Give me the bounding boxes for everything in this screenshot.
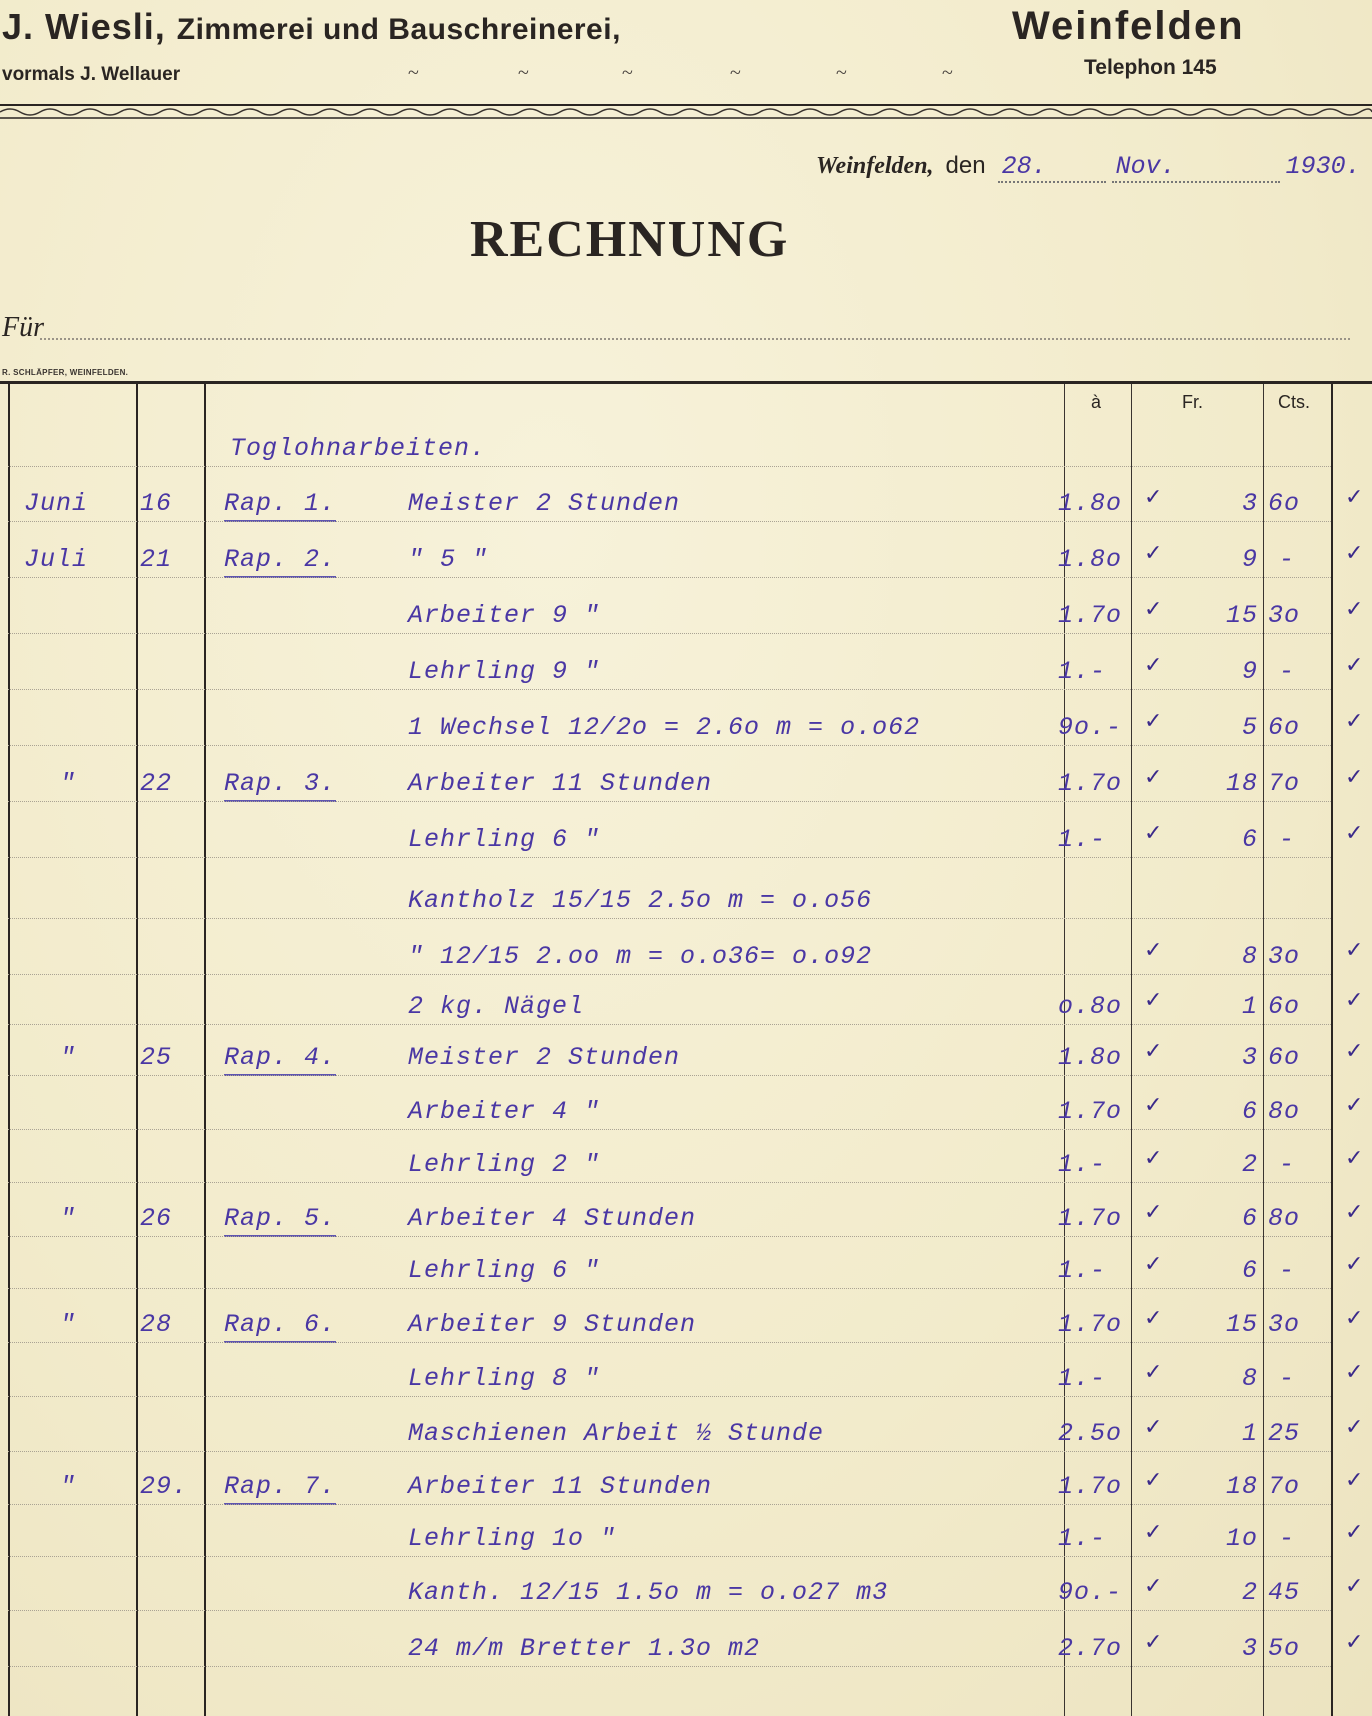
- row-centimes: -: [1279, 825, 1296, 854]
- row-description: Meister 2 Stunden: [408, 489, 681, 518]
- table-row: [0, 1198, 1364, 1248]
- row-report: Rap. 6.: [224, 1310, 336, 1343]
- tilde-ornament: ~: [622, 62, 633, 84]
- row-rule: [8, 689, 1331, 690]
- row-rate: 1.-: [1058, 825, 1107, 854]
- row-rate: 1.7o: [1058, 601, 1123, 630]
- row-day: 21: [140, 545, 173, 574]
- row-description: Lehrling 1o ": [408, 1524, 617, 1553]
- checkmark-icon: ✓: [1345, 1039, 1364, 1064]
- table-row: [0, 1144, 1364, 1194]
- firm-name: J. Wiesli, Zimmerei und Bauschreinerei,: [2, 6, 621, 47]
- checkmark-icon: ✓: [1345, 709, 1364, 734]
- checkmark-icon: ✓: [1345, 988, 1364, 1013]
- checkmark-icon: ✓: [1144, 938, 1163, 963]
- recipient-line: [40, 338, 1350, 340]
- row-description: Lehrling 9 ": [408, 657, 601, 686]
- row-rate: 1.-: [1058, 1364, 1107, 1393]
- checkmark-icon: ✓: [1345, 485, 1364, 510]
- checkmark-icon: ✓: [1144, 1093, 1163, 1118]
- row-rule: [8, 1024, 1331, 1025]
- row-description: Arbeiter 4 Stunden: [408, 1204, 697, 1233]
- row-francs: 15: [1225, 1310, 1258, 1339]
- row-rate: 1.-: [1058, 657, 1107, 686]
- tilde-ornament: ~: [518, 62, 529, 84]
- row-centimes: 7o: [1268, 769, 1301, 798]
- table-row: [0, 707, 1364, 757]
- row-centimes: 6o: [1268, 713, 1301, 742]
- table-row: [0, 1466, 1364, 1516]
- recipient-label: Für: [2, 312, 44, 343]
- former-owner: vormals J. Wellauer: [2, 64, 181, 85]
- row-francs: 1o: [1225, 1524, 1258, 1553]
- row-description: Arbeiter 9 ": [408, 601, 601, 630]
- table-row: [0, 595, 1364, 645]
- checkmark-icon: ✓: [1144, 709, 1163, 734]
- row-francs: 15: [1225, 601, 1258, 630]
- row-month: ": [60, 769, 77, 798]
- date-day: 28.: [998, 152, 1106, 183]
- row-rule: [8, 1288, 1331, 1289]
- row-centimes: -: [1279, 1364, 1296, 1393]
- row-rule: [8, 1236, 1331, 1237]
- row-rate: 1.-: [1058, 1150, 1107, 1179]
- checkmark-icon: ✓: [1345, 1306, 1364, 1331]
- row-rule: [8, 745, 1331, 746]
- row-description: Lehrling 2 ": [408, 1150, 601, 1179]
- row-description: Arbeiter 11 Stunden: [408, 769, 713, 798]
- row-description: Lehrling 6 ": [408, 1256, 601, 1285]
- row-centimes: 3o: [1268, 1310, 1301, 1339]
- checkmark-icon: ✓: [1345, 1146, 1364, 1171]
- row-report: Rap. 2.: [224, 545, 336, 578]
- row-centimes: 5o: [1268, 1634, 1301, 1663]
- row-description: " 5 ": [408, 545, 489, 574]
- checkmark-icon: ✓: [1144, 1360, 1163, 1385]
- row-centimes: -: [1279, 545, 1296, 574]
- row-centimes: -: [1279, 1524, 1296, 1553]
- row-description: Kanth. 12/15 1.5o m = o.o27 m3: [408, 1578, 889, 1607]
- row-francs: 2: [1241, 1150, 1258, 1179]
- row-francs: 3: [1241, 489, 1258, 518]
- checkmark-icon: ✓: [1345, 1415, 1364, 1440]
- table-row: [0, 651, 1364, 701]
- checkmark-icon: ✓: [1345, 1093, 1364, 1118]
- date-line: [816, 152, 1361, 183]
- row-month: Juli: [24, 545, 89, 574]
- row-francs: 18: [1225, 1472, 1258, 1501]
- document-title: RECHNUNG: [470, 211, 790, 268]
- row-francs: 6: [1241, 1204, 1258, 1233]
- row-day: 29.: [140, 1472, 189, 1501]
- column-header-fr: Fr.: [1182, 392, 1203, 412]
- row-rate: 9o.-: [1058, 713, 1123, 742]
- row-francs: 6: [1241, 825, 1258, 854]
- row-centimes: 45: [1268, 1578, 1301, 1607]
- row-day: 16: [140, 489, 173, 518]
- row-rule: [8, 974, 1331, 975]
- table-row: [0, 1572, 1364, 1622]
- row-report: Rap. 3.: [224, 769, 336, 802]
- row-rule: [8, 1342, 1331, 1343]
- date-month: Nov.: [1112, 152, 1280, 183]
- row-report: Rap. 4.: [224, 1043, 336, 1076]
- checkmark-icon: ✓: [1345, 1630, 1364, 1655]
- row-description: Lehrling 6 ": [408, 825, 601, 854]
- table-row: [0, 1037, 1364, 1087]
- row-centimes: 3o: [1268, 942, 1301, 971]
- row-rule: [8, 466, 1331, 467]
- row-centimes: 8o: [1268, 1097, 1301, 1126]
- row-month: ": [60, 1204, 77, 1233]
- row-description: Arbeiter 11 Stunden: [408, 1472, 713, 1501]
- table-row: [0, 986, 1364, 1036]
- row-rate: 2.7o: [1058, 1634, 1123, 1663]
- row-rule: [8, 1610, 1331, 1611]
- row-rule: [8, 857, 1331, 858]
- tilde-ornament: ~: [836, 62, 847, 84]
- row-francs: 8: [1241, 942, 1258, 971]
- row-day: 28: [140, 1310, 173, 1339]
- checkmark-icon: ✓: [1144, 1630, 1163, 1655]
- table-row: [0, 880, 1340, 930]
- row-centimes: -: [1279, 657, 1296, 686]
- checkmark-icon: ✓: [1144, 653, 1163, 678]
- row-francs: 6: [1241, 1097, 1258, 1126]
- tilde-ornament: ~: [408, 62, 419, 84]
- row-rate: 1.7o: [1058, 1097, 1123, 1126]
- row-francs: 9: [1241, 657, 1258, 686]
- checkmark-icon: ✓: [1345, 597, 1364, 622]
- checkmark-icon: ✓: [1144, 988, 1163, 1013]
- tilde-ornament: ~: [942, 62, 953, 84]
- row-rate: 1.7o: [1058, 1472, 1123, 1501]
- checkmark-icon: ✓: [1144, 1200, 1163, 1225]
- row-francs: 18: [1225, 769, 1258, 798]
- row-francs: 3: [1241, 1043, 1258, 1072]
- checkmark-icon: ✓: [1345, 1574, 1364, 1599]
- checkmark-icon: ✓: [1144, 541, 1163, 566]
- table-row: [0, 1250, 1364, 1300]
- row-centimes: 3o: [1268, 601, 1301, 630]
- ornamental-rule: [0, 102, 1372, 120]
- row-month: Juni: [24, 489, 89, 518]
- checkmark-icon: ✓: [1144, 1146, 1163, 1171]
- row-centimes: -: [1279, 1150, 1296, 1179]
- checkmark-icon: ✓: [1144, 597, 1163, 622]
- row-rule: [8, 1182, 1331, 1183]
- row-rule: [8, 577, 1331, 578]
- row-rate: 1.-: [1058, 1256, 1107, 1285]
- checkmark-icon: ✓: [1345, 653, 1364, 678]
- checkmark-icon: ✓: [1144, 1520, 1163, 1545]
- checkmark-icon: ✓: [1144, 1468, 1163, 1493]
- row-rate: 1.7o: [1058, 1204, 1123, 1233]
- row-month: ": [60, 1043, 77, 1072]
- row-centimes: 6o: [1268, 489, 1301, 518]
- row-francs: 2: [1241, 1578, 1258, 1607]
- table-row: [0, 1628, 1364, 1678]
- checkmark-icon: ✓: [1345, 1520, 1364, 1545]
- tilde-ornament: ~: [730, 62, 741, 84]
- checkmark-icon: ✓: [1345, 541, 1364, 566]
- row-rate: 2.5o: [1058, 1419, 1123, 1448]
- row-rule: [8, 1396, 1331, 1397]
- printer-imprint: R. SCHLÄPFER, WEINFELDEN.: [2, 368, 129, 377]
- row-centimes: 6o: [1268, 1043, 1301, 1072]
- checkmark-icon: ✓: [1144, 1574, 1163, 1599]
- checkmark-icon: ✓: [1345, 1468, 1364, 1493]
- date-den: den: [945, 152, 986, 179]
- row-rule: [8, 1075, 1331, 1076]
- column-header-rate: à: [1091, 392, 1102, 412]
- checkmark-icon: ✓: [1345, 1252, 1364, 1277]
- row-report: Rap. 1.: [224, 489, 336, 522]
- row-centimes: -: [1279, 1256, 1296, 1285]
- row-description: Maschienen Arbeit ½ Stunde: [408, 1419, 825, 1448]
- row-francs: 8: [1241, 1364, 1258, 1393]
- table-row: [0, 483, 1364, 533]
- checkmark-icon: ✓: [1144, 1306, 1163, 1331]
- table-row: [0, 539, 1364, 589]
- table-row: [0, 1518, 1364, 1568]
- row-francs: 3: [1241, 1634, 1258, 1663]
- row-report: Rap. 7.: [224, 1472, 336, 1505]
- date-place: Weinfelden,: [816, 153, 934, 179]
- table-row: [0, 1358, 1364, 1408]
- row-description: Lehrling 8 ": [408, 1364, 601, 1393]
- row-rate: 1.8o: [1058, 1043, 1123, 1072]
- row-description: " 12/15 2.oo m = o.o36= o.o92: [408, 942, 873, 971]
- row-centimes: 25: [1268, 1419, 1301, 1448]
- date-year: 1930.: [1285, 152, 1361, 181]
- row-francs: 9: [1241, 545, 1258, 574]
- table-row: [0, 1091, 1364, 1141]
- row-rate: 1.7o: [1058, 769, 1123, 798]
- row-description: Arbeiter 9 Stunden: [408, 1310, 697, 1339]
- row-rate: 1.8o: [1058, 489, 1123, 518]
- row-francs: 5: [1241, 713, 1258, 742]
- row-francs: 1: [1241, 992, 1258, 1021]
- table-row: [0, 1413, 1364, 1463]
- checkmark-icon: ✓: [1345, 1360, 1364, 1385]
- row-rule: [8, 1666, 1331, 1667]
- row-description: 2 kg. Nägel: [408, 992, 585, 1021]
- table-row: [0, 763, 1364, 813]
- checkmark-icon: ✓: [1144, 1039, 1163, 1064]
- row-description: Toglohnarbeiten.: [230, 434, 487, 463]
- row-centimes: 7o: [1268, 1472, 1301, 1501]
- row-rule: [8, 1129, 1331, 1130]
- row-rule: [8, 1451, 1331, 1452]
- row-description: Arbeiter 4 ": [408, 1097, 601, 1126]
- row-rate: 1.8o: [1058, 545, 1123, 574]
- row-rule: [8, 521, 1331, 522]
- checkmark-icon: ✓: [1144, 821, 1163, 846]
- row-rule: [8, 1504, 1331, 1505]
- row-centimes: 8o: [1268, 1204, 1301, 1233]
- row-month: ": [60, 1310, 77, 1339]
- checkmark-icon: ✓: [1345, 821, 1364, 846]
- row-day: 22: [140, 769, 173, 798]
- firm-city: Weinfelden: [1012, 4, 1245, 48]
- row-description: 1 Wechsel 12/2o = 2.6o m = o.o62: [408, 713, 921, 742]
- row-description: Meister 2 Stunden: [408, 1043, 681, 1072]
- row-francs: 6: [1241, 1256, 1258, 1285]
- table-row: [0, 936, 1364, 986]
- checkmark-icon: ✓: [1144, 485, 1163, 510]
- row-month: ": [60, 1472, 77, 1501]
- row-centimes: 6o: [1268, 992, 1301, 1021]
- row-rule: [8, 801, 1331, 802]
- row-francs: 1: [1241, 1419, 1258, 1448]
- row-day: 26: [140, 1204, 173, 1233]
- checkmark-icon: ✓: [1345, 765, 1364, 790]
- row-description: 24 m/m Bretter 1.3o m2: [408, 1634, 761, 1663]
- row-rate: 9o.-: [1058, 1578, 1123, 1607]
- row-rate: o.8o: [1058, 992, 1123, 1021]
- checkmark-icon: ✓: [1144, 765, 1163, 790]
- checkmark-icon: ✓: [1345, 1200, 1364, 1225]
- row-rate: 1.7o: [1058, 1310, 1123, 1339]
- table-row: [0, 1304, 1364, 1354]
- row-rule: [8, 1556, 1331, 1557]
- row-rate: 1.-: [1058, 1524, 1107, 1553]
- checkmark-icon: ✓: [1144, 1415, 1163, 1440]
- phone-number: Telephon 145: [1084, 56, 1217, 79]
- row-rule: [8, 918, 1331, 919]
- row-rule: [8, 633, 1331, 634]
- checkmark-icon: ✓: [1144, 1252, 1163, 1277]
- table-row: [0, 819, 1364, 869]
- table-row: [0, 428, 1340, 478]
- column-header-cts: Cts.: [1278, 392, 1311, 412]
- checkmark-icon: ✓: [1345, 938, 1364, 963]
- row-description: Kantholz 15/15 2.5o m = o.o56: [408, 886, 873, 915]
- row-report: Rap. 5.: [224, 1204, 336, 1237]
- row-day: 25: [140, 1043, 173, 1072]
